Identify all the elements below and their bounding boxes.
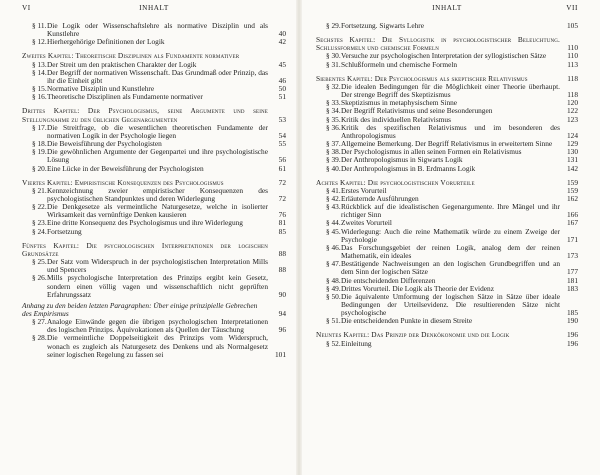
- section-title: Die Logik oder Wissenschaftslehre als normative Disziplin und als Kunstlehre: [47, 21, 268, 39]
- section-number: § 50.: [326, 291, 341, 301]
- entry-text: [32, 187, 268, 203]
- chapter-label: Viertes Kapitel:: [22, 177, 73, 187]
- running-head-left: [22, 4, 286, 16]
- entry-text: [326, 83, 560, 99]
- section-title: Der Satz vom Widerspruch in der psychologistischen Interpretation Mills und Spencers: [47, 257, 268, 275]
- entry-text: [32, 258, 268, 274]
- section-title: Die gewöhnlichen Argumente der Gegenpartei und ihre psychologistische Lösung: [47, 147, 268, 165]
- chapter-title: Die Syllogistik in psychologistischer Beleuchtung. Schlussformeln und chemische Formeln: [316, 35, 560, 53]
- page-number: VI: [22, 4, 31, 12]
- chapter-entry: [22, 242, 286, 258]
- section-number: § 51.: [326, 316, 341, 326]
- section-title: Die Beweisführung der Psychologisten: [47, 139, 162, 149]
- section-number: § 40.: [326, 163, 341, 173]
- section-title: Die äquivalente Umformung der logischen Sätze in Sätze über ideale Bedingungen der Urteilsevidenz. Die resultierenden Sätze nicht psychologische: [341, 291, 560, 318]
- section-title: Eine dritte Konsequenz des Psychologismus und ihre Widerlegung: [47, 218, 243, 228]
- page-ref: 113: [567, 59, 578, 69]
- section-title: Die entscheidenden Punkte in diesem Streite: [341, 316, 473, 326]
- section-title: Widerlegung: Auch die reine Mathematik würde zu einem Zweige der Psychologie: [341, 226, 560, 244]
- appendix-entry: [22, 302, 286, 318]
- left-page: [0, 0, 298, 475]
- page-ref: 54: [278, 130, 286, 140]
- section-entry: [316, 260, 578, 276]
- entry-text: [32, 93, 268, 101]
- page-ref: 171: [566, 234, 578, 244]
- entry-text: [326, 165, 560, 173]
- page-ref: 110: [567, 51, 578, 61]
- section-title: Zweites Vorurteil: [341, 218, 392, 228]
- page-ref: 196: [566, 338, 578, 348]
- section-title: Allgemeine Bemerkung. Der Begriff Relativismus in erweitertem Sinne: [341, 139, 553, 149]
- section-title: Mills psychologische Interpretation des Prinzips ergibt kein Gesetz, sondern einen völlig vagen und wissenschaftlich nicht geprüften Erfahrungssatz: [47, 273, 268, 299]
- section-number: § 17.: [32, 122, 47, 132]
- section-title: Analoge Einwände gegen die übrigen psychologischen Interpretationen des logischen Prinzips. Äquivokationen als Quellen der Täuschung: [47, 317, 268, 335]
- section-number: § 15.: [32, 84, 47, 94]
- page-ref: 173: [566, 251, 578, 261]
- section-entry: [316, 317, 578, 325]
- page-ref: 88: [278, 265, 286, 275]
- page-ref: 181: [566, 275, 578, 285]
- chapter-label: Zweites Kapitel:: [22, 51, 74, 61]
- chapter-label: Siebentes Kapitel:: [316, 73, 373, 83]
- page-ref: 196: [566, 330, 578, 340]
- section-entry: [22, 148, 286, 164]
- section-title: Der Streit um den praktischen Charakter der Logik: [47, 59, 197, 69]
- section-number: § 43.: [326, 202, 341, 212]
- page-ref: 130: [566, 147, 578, 157]
- section-entry: [316, 124, 578, 140]
- page-ref: 123: [566, 114, 578, 124]
- section-title: Der Begriff der normativen Wissenschaft. Das Grundmaß oder Prinzip, das ihr die Einheit gibt: [47, 67, 268, 85]
- section-number: § 33.: [326, 98, 341, 108]
- section-title: Skeptizismus in metaphysischem Sinne: [341, 98, 458, 108]
- section-number: § 12.: [32, 37, 47, 47]
- chapter-title: Theoretische Disziplinen als Fundamente normativer: [75, 51, 240, 61]
- section-title: Fortsetzung: [47, 226, 82, 236]
- section-entry: [22, 69, 286, 85]
- section-title: Fortsetzung. Sigwarts Lehre: [341, 21, 425, 30]
- page-ref: 122: [566, 106, 578, 116]
- page-ref: 101: [274, 349, 286, 359]
- section-number: § 48.: [326, 275, 341, 285]
- page-ref: 159: [566, 185, 578, 195]
- section-title: Die vermeintliche Doppelseitigkeit des Prinzips vom Widerspruch, wonach es zugleich als Naturgesetz des Denkens und als Normalgesetz seiner logischen Regelung zu fassen sei: [47, 333, 268, 359]
- page-ref: 142: [566, 163, 578, 173]
- section-number: § 27.: [32, 317, 47, 327]
- section-entry: [316, 228, 578, 244]
- section-number: § 38.: [326, 147, 341, 157]
- section-number: § 39.: [326, 155, 341, 165]
- section-entry: [316, 61, 578, 69]
- page-number: VII: [566, 4, 578, 12]
- section-title: Hierhergehörige Definitionen der Logik: [47, 37, 165, 47]
- page-ref: 56: [278, 155, 286, 165]
- section-number: § 32.: [326, 81, 341, 91]
- table-of-contents-left: [22, 22, 286, 359]
- entry-text: [316, 36, 560, 52]
- page-ref: 166: [566, 210, 578, 220]
- page-ref: 45: [278, 59, 286, 69]
- page-ref: 50: [278, 84, 286, 94]
- page-ref: 51: [278, 92, 286, 102]
- entry-text: [32, 165, 268, 173]
- section-title: Die Streitfrage, ob die wesentlichen theoretischen Fundamente der normativen Logik in der Psychologie liegen: [47, 122, 268, 140]
- running-title: INHALT: [432, 4, 462, 12]
- section-title: Der Anthropologismus in B. Erdmanns Logik: [341, 163, 476, 173]
- page-ref: 72: [278, 177, 286, 187]
- section-title: Erläuternde Ausführungen: [341, 193, 419, 203]
- entry-text: [32, 22, 268, 38]
- section-entry: [22, 334, 286, 358]
- section-number: § 36.: [326, 122, 341, 132]
- section-number: § 46.: [326, 242, 341, 252]
- chapter-label: Sechstes Kapitel:: [316, 35, 376, 45]
- appendix-title: Anhang zu den beiden letzten Paragraphen: Über einige prinzipielle Gebrechen des Empirismus: [22, 300, 258, 318]
- section-number: § 29.: [326, 21, 341, 30]
- section-number: § 52.: [326, 338, 341, 348]
- section-title: Theoretische Disziplinen als Fundamente normativer: [47, 92, 203, 102]
- running-head-right: [316, 4, 578, 16]
- page-ref: 177: [566, 267, 578, 277]
- chapter-entry: [22, 107, 286, 123]
- section-title: Rückblick auf die idealistischen Gegenargumente. Ihre Mängel und ihr richtiger Sinn: [341, 202, 560, 220]
- section-number: § 14.: [32, 67, 47, 77]
- page-ref: 88: [278, 248, 286, 258]
- section-number: § 41.: [326, 185, 341, 195]
- section-title: Kritik des individuellen Relativismus: [341, 114, 451, 124]
- section-entry: [22, 258, 286, 274]
- chapter-label: Achtes Kapitel:: [316, 177, 366, 187]
- page-ref: 42: [278, 37, 286, 47]
- page-ref: 131: [566, 155, 578, 165]
- entry-text: [326, 293, 560, 317]
- entry-text: [326, 22, 560, 30]
- section-number: § 23.: [32, 218, 47, 228]
- section-title: Die entscheidenden Differenzen: [341, 275, 436, 285]
- section-entry: [22, 22, 286, 38]
- section-entry: [22, 187, 286, 203]
- section-title: Der Anthropologismus in Sigwarts Logik: [341, 155, 463, 165]
- entry-text: [32, 148, 268, 164]
- entry-text: [326, 228, 560, 244]
- section-title: Versuche zur psychologischen Interpretation der syllogistischen Sätze: [341, 51, 547, 61]
- section-entry: [316, 203, 578, 219]
- entry-text: [32, 38, 268, 46]
- section-title: Einleitung: [341, 338, 372, 348]
- page-ref: 76: [278, 210, 286, 220]
- page-ref: 81: [278, 218, 286, 228]
- page-ref: 183: [566, 283, 578, 293]
- section-number: § 49.: [326, 283, 341, 293]
- section-entry: [316, 293, 578, 317]
- section-number: § 37.: [326, 139, 341, 149]
- page-ref: 124: [566, 130, 578, 140]
- table-of-contents-right: [316, 22, 578, 348]
- section-entry: [316, 22, 578, 30]
- entry-text: [32, 124, 268, 140]
- page-ref: 61: [278, 163, 286, 173]
- section-number: § 20.: [32, 163, 47, 173]
- page-ref: 55: [278, 139, 286, 149]
- section-number: § 18.: [32, 139, 47, 149]
- chapter-label: Fünftes Kapitel:: [22, 240, 80, 250]
- section-number: § 31.: [326, 59, 341, 69]
- running-title: INHALT: [139, 4, 169, 12]
- entry-text: [326, 340, 560, 348]
- section-number: § 24.: [32, 226, 47, 236]
- entry-text: [32, 334, 268, 358]
- chapter-label: Drittes Kapitel:: [22, 106, 80, 116]
- section-entry: [316, 83, 578, 99]
- section-number: § 47.: [326, 259, 341, 269]
- section-entry: [22, 274, 286, 298]
- page-ref: 110: [567, 43, 578, 53]
- section-number: § 42.: [326, 193, 341, 203]
- entry-text: [326, 244, 560, 260]
- entry-text: [32, 318, 268, 334]
- section-number: § 21.: [32, 185, 47, 195]
- section-number: § 34.: [326, 106, 341, 116]
- section-number: § 28.: [32, 333, 47, 343]
- page-ref: 40: [278, 29, 286, 39]
- page-ref: 90: [278, 289, 286, 299]
- section-entry: [22, 318, 286, 334]
- chapter-title: Die psychologischen Interpretationen der logischen Grundsätze: [22, 240, 268, 258]
- chapter-title: Die psychologistischen Vorurteile: [367, 177, 475, 187]
- section-title: Eine Lücke in der Beweisführung der Psychologisten: [47, 163, 204, 173]
- section-title: Bestätigende Nachweisungen an den logischen Grundbegriffen und an dem Sinn der logischen Sätze: [341, 259, 560, 277]
- section-title: Kennzeichnung zweier empiristischer Konsequenzen des psychologistischen Standpunktes und deren Widerlegung: [47, 185, 268, 203]
- page-ref: 129: [566, 139, 578, 149]
- chapter-entry: [316, 36, 578, 52]
- section-entry: [22, 124, 286, 140]
- section-number: § 22.: [32, 202, 47, 212]
- page-ref: 96: [278, 325, 286, 335]
- right-page: [298, 0, 600, 475]
- section-title: Die Denkgesetze als vermeintliche Naturgesetze, welche in isolierter Wirksamkeit das vernünftige Denken kausieren: [47, 202, 268, 220]
- section-title: Schlußformeln und chemische Formeln: [341, 59, 458, 69]
- section-number: § 13.: [32, 59, 47, 69]
- chapter-title: Das Prinzip der Denkökonomie und die Logik: [371, 330, 510, 340]
- page-ref: 46: [278, 75, 286, 85]
- section-number: § 30.: [326, 51, 341, 61]
- section-title: Das Forschungsgebiet der reinen Logik, analog dem der reinen Mathematik, ein ideales: [341, 242, 560, 261]
- page-ref: 159: [566, 177, 578, 187]
- entry-text: [326, 61, 560, 69]
- chapter-title: Der Psychologismus als skeptischer Relativismus: [374, 73, 528, 83]
- page-ref: 118: [567, 73, 578, 83]
- section-title: Erstes Vorurteil: [341, 185, 387, 195]
- page-ref: 118: [567, 90, 578, 100]
- page-ref: 190: [566, 316, 578, 326]
- page-ref: 105: [566, 21, 578, 30]
- page-ref: 85: [278, 226, 286, 236]
- chapter-title: Empiristische Konsequenzen des Psychologismus: [74, 177, 224, 187]
- page-ref: 72: [278, 193, 286, 203]
- chapter-title: Der Psychologismus, seine Argumente und seine Stellungnahme zu den üblichen Gegenargumenten: [22, 106, 268, 124]
- page-ref: 167: [566, 218, 578, 228]
- section-title: Der Begriff Relativismus und seine Besonderungen: [341, 106, 493, 116]
- section-entry: [22, 228, 286, 236]
- section-number: § 35.: [326, 114, 341, 124]
- page-ref: 94: [278, 309, 286, 318]
- entry-text: [22, 302, 268, 318]
- section-title: Normative Disziplin und Kunstlehre: [47, 84, 155, 94]
- section-title: Kritik des spezifischen Relativismus und im besonderen des Anthropologismus: [341, 122, 560, 140]
- page-ref: 185: [566, 308, 578, 318]
- page-ref: 162: [566, 193, 578, 203]
- section-entry: [22, 38, 286, 46]
- section-entry: [22, 203, 286, 219]
- section-title: Die idealen Bedingungen für die Möglichkeit einer Theorie überhaupt. Der strenge Begriff des Skeptizismus: [341, 81, 560, 100]
- entry-text: [326, 260, 560, 276]
- section-number: § 45.: [326, 226, 341, 236]
- entry-text: [32, 274, 268, 298]
- section-number: § 11.: [32, 21, 47, 30]
- entry-text: [22, 107, 268, 123]
- entry-text: [326, 317, 560, 325]
- entry-text: [326, 203, 560, 219]
- section-entry: [316, 340, 578, 348]
- section-number: § 25.: [32, 257, 47, 267]
- section-title: Drittes Vorurteil. Die Logik als Theorie der Evidenz: [341, 283, 494, 293]
- entry-text: [32, 228, 268, 236]
- section-entry: [316, 244, 578, 260]
- entry-text: [32, 69, 268, 85]
- section-entry: [22, 93, 286, 101]
- section-title: Der Psychologismus in allen seinen Formen ein Relativismus: [341, 147, 522, 157]
- page-ref: 120: [566, 98, 578, 108]
- chapter-label: Neuntes Kapitel:: [316, 330, 370, 340]
- entry-text: [22, 242, 268, 258]
- entry-text: [326, 124, 560, 140]
- section-entry: [316, 165, 578, 173]
- section-number: § 26.: [32, 273, 47, 283]
- section-number: § 19.: [32, 147, 47, 157]
- entry-text: [32, 203, 268, 219]
- page-ref: 53: [278, 114, 286, 124]
- section-number: § 44.: [326, 218, 341, 228]
- section-entry: [22, 165, 286, 173]
- section-number: § 16.: [32, 92, 47, 102]
